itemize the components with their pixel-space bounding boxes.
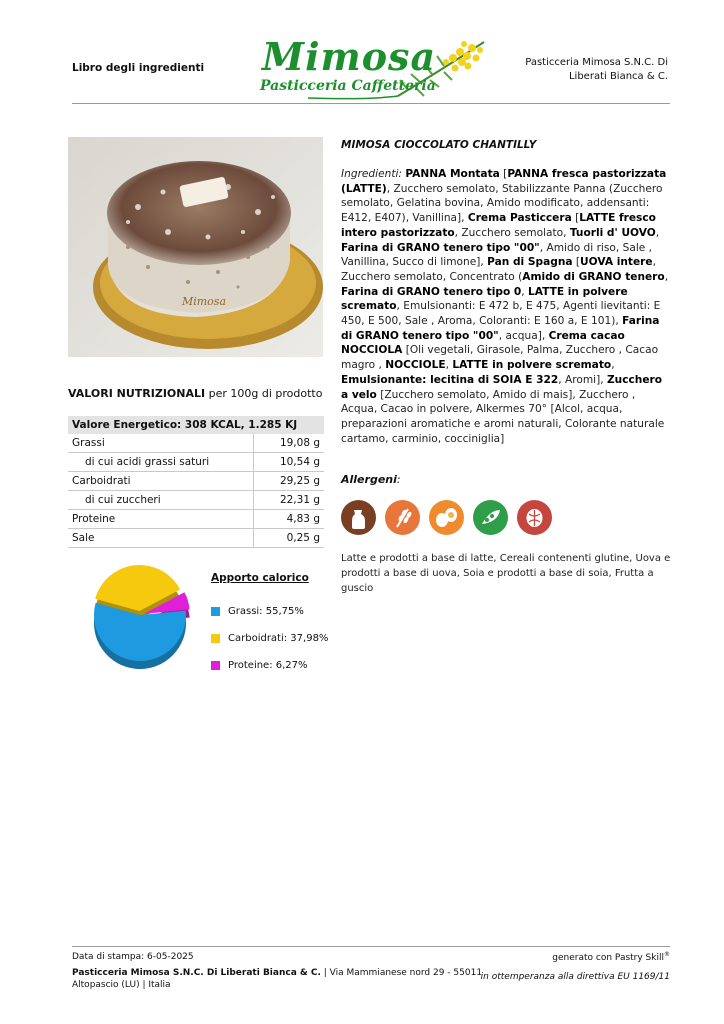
nutrient-label: Proteine: [68, 510, 254, 529]
ingredient-text: , Zucchero semolato, Stabilizzante Panna (Zucchero semolato, Gelatina bovina, Amido modificato, addensanti: E412, E407), Vanillina],: [341, 182, 663, 225]
nuts-allergen-icon: [517, 500, 552, 535]
milk-allergen-icon: [341, 500, 376, 535]
nutrition-row: [68, 434, 324, 453]
ingredient-allergen-text: Emulsionante: lecitina di SOIA E 322: [341, 373, 559, 386]
legend-item: [211, 652, 328, 679]
nutrient-label: di cui acidi grassi saturi: [68, 453, 254, 472]
ingredient-text: , Amido di riso, Sale , Vanillina, Succo di limone],: [341, 241, 653, 269]
soy-allergen-icon: [473, 500, 508, 535]
nutrition-row: [68, 529, 324, 548]
ingredient-text: [Zucchero semolato, Amido di mais], Zucchero , Acqua, Cacao in polvere, Alkermes 70° [Alcol, acqua, preparazioni aromatiche e aromi naturali, Colorante naturale cartamo, carminio, cocciniglia]: [341, 388, 665, 445]
allergens-description: Latte e prodotti a base di latte, Cereali contenenti glutine, Uova e prodotti a base di uova, Soia e prodotti a base di soia, Frutta a guscio: [341, 553, 671, 594]
ingredient-text: ,: [664, 270, 669, 283]
ingredient-text: , acqua],: [498, 329, 549, 342]
product-title: MIMOSA CIOCCOLATO CHANTILLY: [341, 139, 537, 151]
company-name-line2: Liberati Bianca & C.: [568, 71, 668, 82]
energy-row: [68, 416, 324, 434]
ingredient-text: , Aromi],: [558, 373, 607, 386]
nutrient-value: 0,25 g: [254, 529, 325, 548]
nutrient-value: 29,25 g: [254, 472, 325, 491]
allergens-title: Allergeni:: [341, 473, 401, 486]
ingredient-text: [Oli vegetali, Girasole, Palma, Zucchero , Cacao magro ,: [341, 344, 659, 372]
footer-company-name: Pasticceria Mimosa S.N.C. Di Liberati Bianca & C.: [72, 968, 321, 978]
legend-label: Grassi: 55,75%: [228, 606, 304, 617]
legend-item: [211, 598, 328, 625]
ingredient-allergen-text: Crema Pasticcera: [467, 212, 572, 225]
ingredient-text: [: [572, 256, 581, 269]
footer-divider: [72, 946, 670, 947]
nutrient-label: Carboidrati: [68, 472, 254, 491]
nutrient-value: 10,54 g: [254, 453, 325, 472]
ingredient-allergen-text: Farina di GRANO tenero tipo "00": [341, 315, 660, 342]
legend-label: Carboidrati: 37,98%: [228, 633, 329, 644]
nutrient-label: di cui zuccheri: [68, 491, 254, 510]
company-name-line1: Pasticceria Mimosa S.N.C. Di: [525, 57, 668, 68]
ingredient-text: [: [499, 168, 508, 180]
nutrition-row: [68, 453, 324, 472]
ingredient-allergen-text: LATTE in polvere scremato: [341, 285, 628, 313]
document-title: Libro degli ingredienti: [72, 62, 205, 74]
nutrition-row: [68, 510, 324, 529]
ingredients-label: Ingredienti:: [341, 168, 403, 180]
header-divider: [72, 103, 670, 104]
ingredient-allergen-text: LATTE fresco intero pastorizzato: [341, 212, 656, 239]
nutrient-label: Sale: [68, 529, 254, 548]
ingredient-allergen-text: Farina di GRANO tenero tipo 0: [341, 285, 522, 298]
footer-address: | Via Mammianese nord 29 - 55011: [320, 968, 483, 978]
ingredient-text: , Emulsionanti: E 472 b, E 475, Agenti lievitanti: E 450, E 500, Sale , Aroma, Coloranti: E 160 a, E 101),: [341, 300, 661, 328]
ingredient-text: ,: [611, 359, 615, 372]
calorie-pie-chart: [88, 560, 192, 680]
ingredient-allergen-text: Zucchero a velo: [341, 373, 663, 401]
nutrition-row: [68, 491, 324, 510]
ingredient-allergen-text: Amido di GRANO tenero: [522, 270, 665, 283]
eu-directive: in ottemperanza alla direttiva EU 1169/11: [480, 972, 670, 982]
company-logo: [248, 32, 488, 104]
legend-label: Proteine: 6,27%: [228, 660, 308, 671]
footer-company: [72, 967, 482, 991]
legend-swatch: [211, 634, 220, 643]
chart-title: Apporto calorico: [211, 572, 309, 584]
energy-value: Valore Energetico: 308 KCAL, 1.285 KJ: [68, 416, 324, 434]
logo-subtitle: Pasticceria Caffetteria: [260, 78, 436, 94]
gluten-allergen-icon: [385, 500, 420, 535]
ingredient-allergen-text: Farina di GRANO tenero tipo "00": [341, 241, 540, 254]
nutrition-row: [68, 472, 324, 491]
ingredient-allergen-text: NOCCIOLE: [385, 359, 446, 372]
legend-item: [211, 625, 328, 652]
egg-allergen-icon: [429, 500, 464, 535]
legend-swatch: [211, 661, 220, 670]
ingredient-text: , Zucchero semolato,: [454, 226, 570, 239]
ingredient-allergen-text: PANNA Montata: [405, 168, 500, 180]
nutrient-value: 19,08 g: [254, 434, 325, 453]
ingredient-allergen-text: Crema cacao NOCCIOLA: [341, 329, 625, 357]
ingredient-text: ,: [445, 359, 453, 372]
company-header: [525, 56, 668, 84]
ingredient-allergen-text: Pan di Spagna: [487, 256, 573, 269]
logo-brand: Mimosa: [262, 34, 437, 79]
ingredient-allergen-text: Tuorli d' UOVO: [569, 226, 656, 239]
ingredient-text: ,: [521, 285, 529, 298]
ingredient-allergen-text: PANNA fresca pastorizzata (LATTE): [341, 168, 667, 195]
product-photo: [68, 137, 323, 357]
ingredient-text: [: [571, 212, 580, 225]
ingredients-text: [341, 167, 671, 446]
nutrition-table: [68, 416, 324, 548]
chart-legend: [211, 598, 328, 679]
ingredients-list: [341, 168, 668, 445]
legend-swatch: [211, 607, 220, 616]
nutrition-heading: VALORI NUTRIZIONALI per 100g di prodotto: [68, 387, 323, 400]
print-date: Data di stampa: 6-05-2025: [72, 952, 194, 962]
nutrient-value: 4,83 g: [254, 510, 325, 529]
plate-label: Mimosa: [181, 295, 227, 308]
nutrient-value: 22,31 g: [254, 491, 325, 510]
footer-city: Altopascio (LU) | Italia: [72, 980, 171, 990]
ingredient-text: , Zucchero semolato, Concentrato (: [341, 256, 656, 283]
nutrient-label: Grassi: [68, 434, 254, 453]
ingredient-allergen-text: UOVA intere: [580, 256, 653, 269]
ingredient-text: ,: [655, 226, 660, 239]
ingredient-allergen-text: LATTE in polvere scremato: [452, 359, 612, 372]
generator-credit: generato con Pastry Skill®: [552, 951, 670, 963]
allergen-icons: [341, 500, 552, 538]
